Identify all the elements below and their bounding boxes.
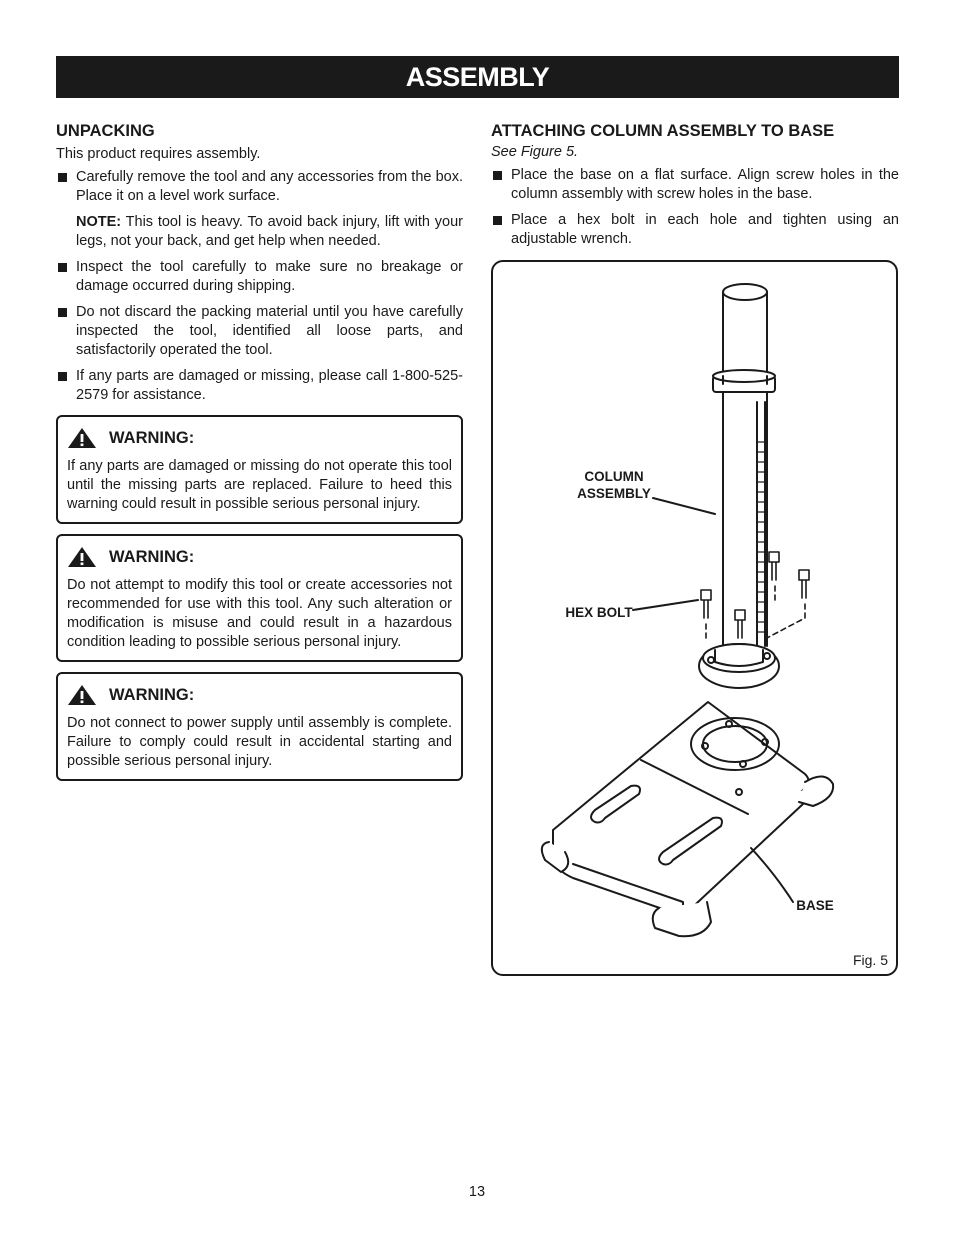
warning-title: WARNING:	[109, 428, 195, 447]
hexbolt-leader-line	[633, 600, 698, 610]
bullet-square-icon	[58, 372, 67, 381]
note-text: This tool is heavy. To avoid back injury, lift with your legs, not your back, and get help when needed.	[76, 214, 463, 249]
unpacking-heading: UNPACKING	[56, 122, 155, 140]
warning-title: WARNING:	[109, 547, 195, 566]
page-title: ASSEMBLY	[405, 62, 550, 92]
bullet-square-icon	[58, 173, 67, 182]
list-item: Inspect the tool carefully to make sure no breakage or damage occurred during shipping.	[56, 258, 463, 296]
lifting-note	[56, 213, 463, 251]
hex-bolt-label: HEX BOLT	[565, 605, 633, 620]
attaching-list	[491, 166, 899, 249]
bullet-square-icon	[58, 308, 67, 317]
left-column	[56, 122, 463, 781]
warning-text: If any parts are damaged or missing do not operate this tool until the missing parts are replaced. Failure to heed this warning could result in possible serious personal injury.	[67, 458, 452, 512]
warning-box	[56, 415, 463, 524]
page-number: 13	[468, 1184, 486, 1200]
base-illustration	[542, 702, 833, 936]
warning-text: Do not connect to power supply until assembly is complete. Failure to comply could result in accidental starting and possible serious personal injury.	[67, 715, 452, 769]
list-item: If any parts are damaged or missing, please call 1-800-525-2579 for assistance.	[56, 367, 463, 405]
warning-triangle-icon	[67, 427, 97, 449]
warning-title: WARNING:	[109, 685, 195, 704]
column-illustration	[699, 284, 779, 688]
bullet-square-icon	[493, 216, 502, 225]
list-item: Place a hex bolt in each hole and tighten using an adjustable wrench.	[491, 211, 899, 249]
note-label: NOTE:	[76, 214, 122, 230]
figure-5	[491, 260, 898, 976]
unpacking-list	[56, 168, 463, 206]
list-item: Carefully remove the tool and any accessories from the box. Place it on a level work surface.	[56, 168, 463, 206]
figure-reference: See Figure 5.	[491, 144, 579, 160]
unpacking-list-2	[56, 258, 463, 405]
warning-box	[56, 672, 463, 781]
column-leader-line	[653, 498, 715, 514]
section-banner	[56, 56, 899, 98]
warning-triangle-icon	[67, 684, 97, 706]
list-item: Place the base on a flat surface. Align screw holes in the column assembly with screw holes in the base.	[491, 166, 899, 204]
warning-text: Do not attempt to modify this tool or create accessories not recommended for use with this tool. Any such alteration or modification is misuse and could result in a hazardous condition leading to possible serious personal injury.	[67, 577, 452, 650]
warning-box	[56, 534, 463, 662]
attaching-heading: ATTACHING COLUMN ASSEMBLY TO BASE	[491, 122, 835, 140]
right-column	[491, 122, 899, 256]
bullet-square-icon	[493, 171, 502, 180]
list-item: Do not discard the packing material until you have carefully inspected the tool, identified all loose parts, and satisfactorily operated the tool.	[56, 303, 463, 360]
column-assembly-label: COLUMN ASSEMBLY	[577, 469, 651, 501]
warning-triangle-icon	[67, 546, 97, 568]
bullet-square-icon	[58, 263, 67, 272]
hex-bolt-illustrations	[701, 552, 809, 640]
base-label: BASE	[796, 898, 834, 913]
unpacking-intro: This product requires assembly.	[56, 146, 261, 162]
base-leader-line	[751, 848, 793, 902]
figure-caption: Fig. 5	[852, 952, 888, 968]
column-base-illustration	[493, 262, 896, 974]
